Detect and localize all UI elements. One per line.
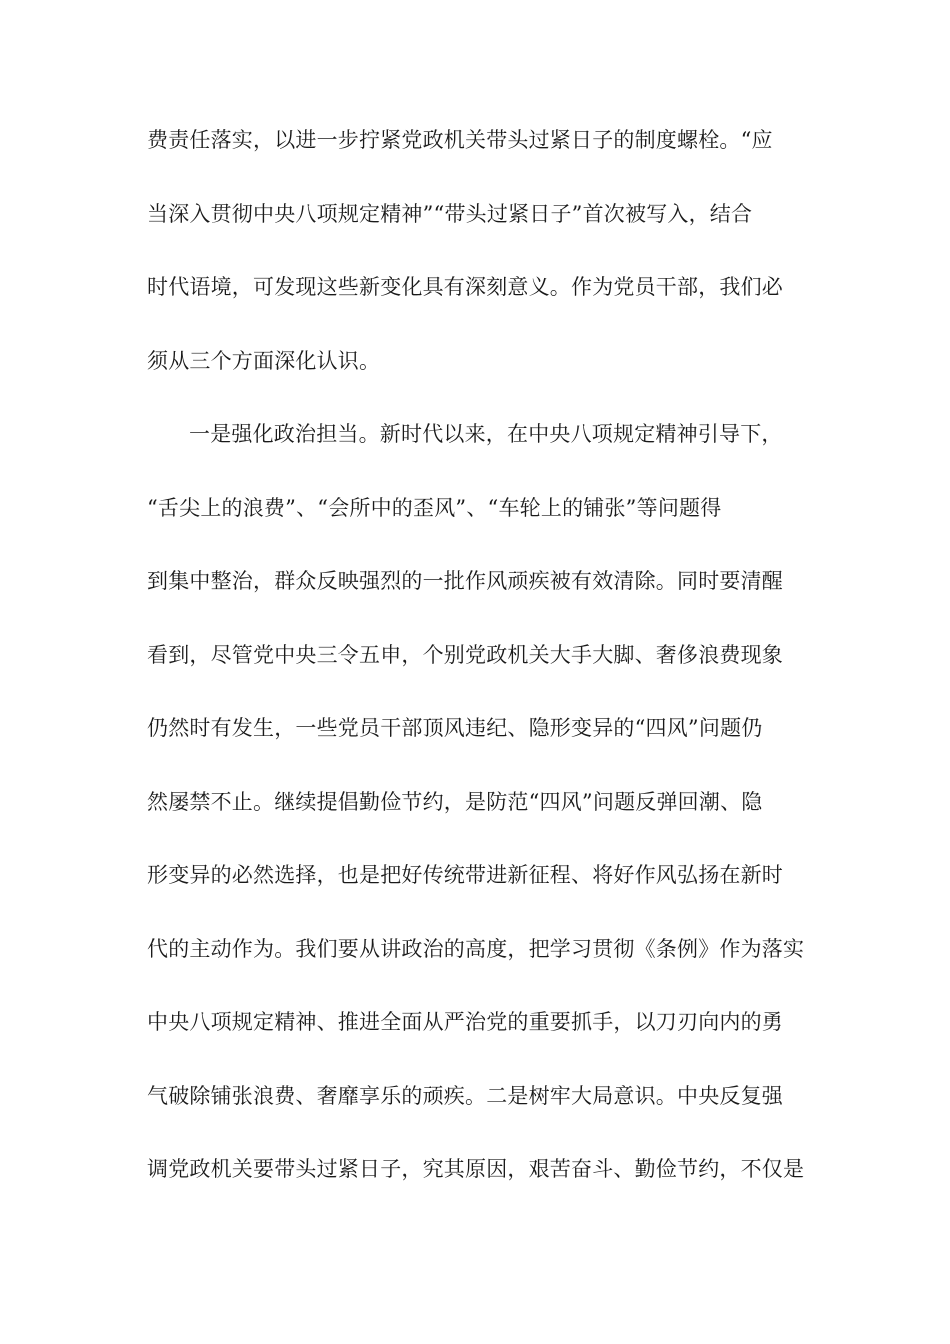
text-line: 仍然时有发生，一些党员干部顶风违纪、隐形变异的“四风”问题仍	[147, 716, 763, 740]
text-line: 费责任落实，以进一步拧紧党政机关带头过紧日子的制度螺栓。“应	[147, 128, 773, 152]
text-line: 中央八项规定精神、推进全面从严治党的重要抓手，以刀刃向内的勇	[147, 1010, 783, 1034]
text-line: 调党政机关要带头过紧日子，究其原因，艰苦奋斗、勤俭节约，不仅是	[147, 1157, 805, 1181]
text-line: 当深入贯彻中央八项规定精神”“带头过紧日子”首次被写入，结合	[147, 201, 753, 226]
text-line: 须从三个方面深化认识。	[147, 348, 381, 373]
text-line: 看到，尽管党中央三令五申，个别党政机关大手大脚、奢侈浪费现象	[147, 642, 783, 667]
text-line: 时代语境，可发现这些新变化具有深刻意义。作为党员干部，我们必	[147, 275, 783, 299]
text-line: 气破除铺张浪费、奢靡享乐的顽疾。二是树牢大局意识。中央反复强	[147, 1083, 783, 1108]
text-line: “舌尖上的浪费”、“会所中的歪风”、“车轮上的铺张”等问题得	[147, 495, 722, 520]
text-line: 形变异的必然选择，也是把好传统带进新征程、将好作风弘扬在新时	[147, 863, 783, 887]
text-line: 然屡禁不止。继续提倡勤俭节约，是防范“四风”问题反弹回潮、隐	[147, 789, 763, 814]
body-text	[147, 118, 807, 1221]
text-line: 代的主动作为。我们要从讲政治的高度，把学习贯彻《条例》作为落实	[147, 936, 805, 961]
paragraph-first-line: 一是强化政治担当。新时代以来，在中央八项规定精神引导下，	[189, 422, 783, 446]
text-line: 到集中整治，群众反映强烈的一批作风顽疾被有效清除。同时要清醒	[147, 569, 783, 593]
